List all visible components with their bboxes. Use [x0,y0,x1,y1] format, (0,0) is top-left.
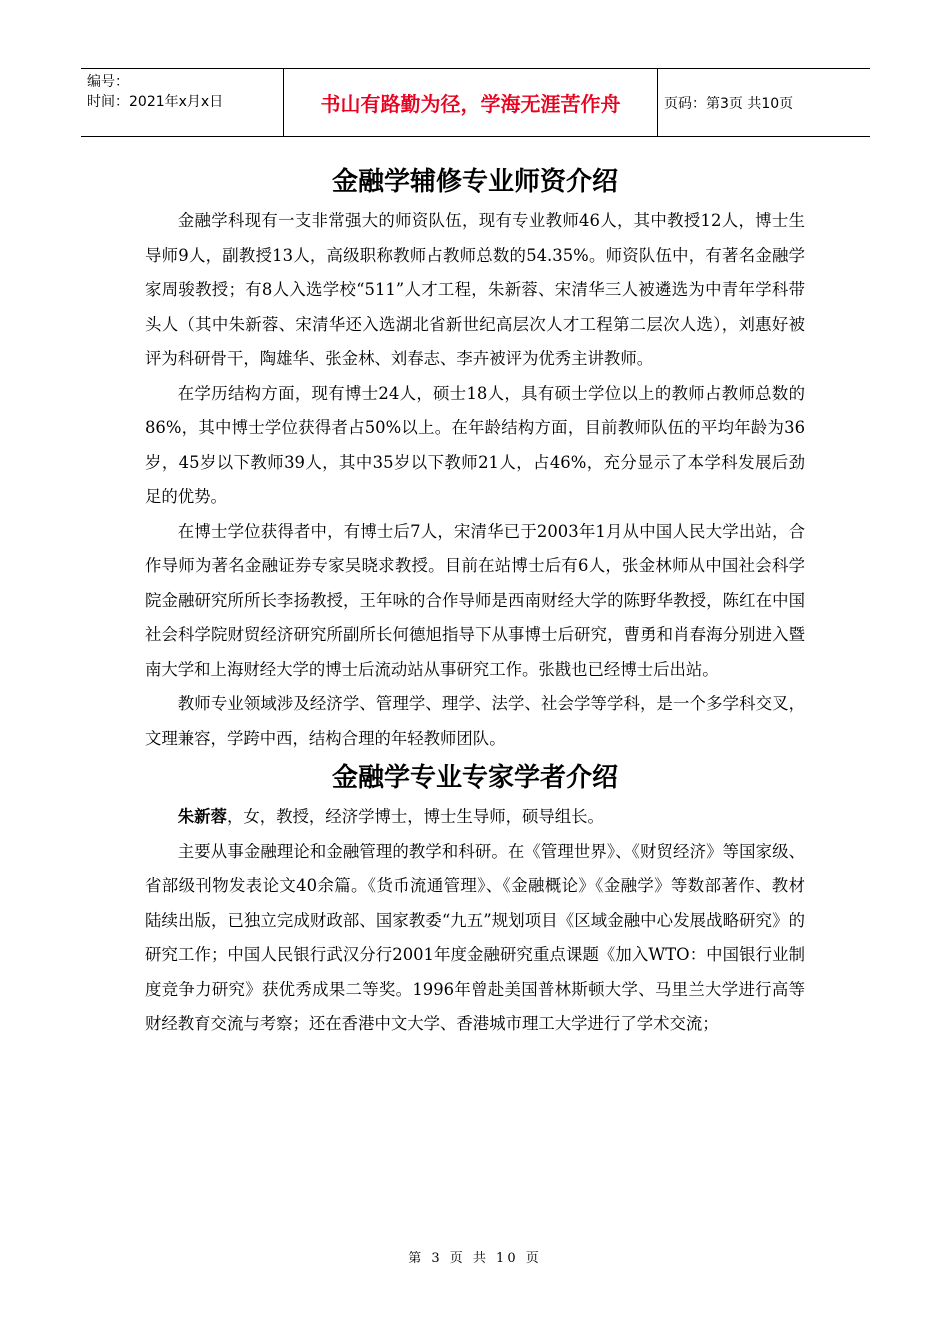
section1-paragraph: 金融学科现有一支非常强大的师资队伍，现有专业教师46人，其中教授12人，博士生导师9人，副教授13人，高级职称教师占教师总数的54.35%。师资队伍中，有著名金融学家周骏教授；有8人入选学校“511”人才工程，朱新蓉、宋清华三人被遴选为中青年学科带头人（其中朱新蓉、宋清华还入选湖北省新世纪高层次人才工程第二层次人选），刘惠好被评为科研骨干，陶雄华、张金林、刘春志、李卉被评为优秀主讲教师。 [145,211,805,368]
header-table [81,68,870,137]
document-body [145,160,805,1042]
section1-paragraph: 教师专业领域涉及经济学、管理学、理学、法学、社会学等学科，是一个多学科交叉，文理兼容，学跨中西，结构合理的年轻教师团队。 [145,694,805,748]
section1-paragraph: 在博士学位获得者中，有博士后7人，宋清华已于2003年1月从中国人民大学出站，合作导师为著名金融证券专家吴晓求教授。目前在站博士后有6人，张金林师从中国社会科学院金融研究所所长李扬教授，王年咏的合作导师是西南财经大学的陈野华教授，陈红在中国社会科学院财贸经济研究所副所长何德旭指导下从事博士后研究，曹勇和肖春海分别进入暨南大学和上海财经大学的博士后流动站从事研究工作。张戡也已经博士后出站。 [145,521,805,679]
expert-intro [145,800,805,835]
section2-title: 金融学专业专家学者介绍 [331,763,618,793]
page-footer: 第 3 页 共 10 页 [408,1251,542,1266]
section1-title: 金融学辅修专业师资介绍 [331,167,618,197]
section1-paragraph: 在学历结构方面，现有博士24人，硕士18人，具有硕士学位以上的教师占教师总数的86%，其中博士学位获得者占50%以上。在年龄结构方面，目前教师队伍的平均年龄为36岁，45岁以下教师39人，其中35岁以下教师21人，占46%，充分显示了本学科发展后劲足的优势。 [145,383,805,506]
expert-intro-text: ，女，教授，经济学博士，博士生导师，硕导组长。 [226,807,604,826]
time-label: 时间：2021年x月x日 [87,94,224,110]
section2-paragraph: 主要从事金融理论和金融管理的教学和科研。在《管理世界》、《财贸经济》等国家级、省部级刊物发表论文40余篇。《货币流通管理》、《金融概论》《金融学》等数部著作、教材陆续出版，已独立完成财政部、国家教委“九五”规划项目《区域金融中心发展战略研究》的研究工作；中国人民银行武汉分行2001年度金融研究重点课题《加入WTO：中国银行业制度竞争力研究》获优秀成果二等奖。1996年曾赴美国普林斯顿大学、马里兰大学进行高等财经教育交流与考察；还在香港中文大学、香港城市理工大学进行了学术交流； [145,841,805,1033]
number-label: 编号： [87,74,129,90]
header-left-cell [81,69,283,136]
motto: 书山有路勤为径，学海无涯苦作舟 [283,69,658,136]
expert-name: 朱新蓉 [177,807,227,826]
page-label: 页码：第3页 共10页 [664,95,794,112]
